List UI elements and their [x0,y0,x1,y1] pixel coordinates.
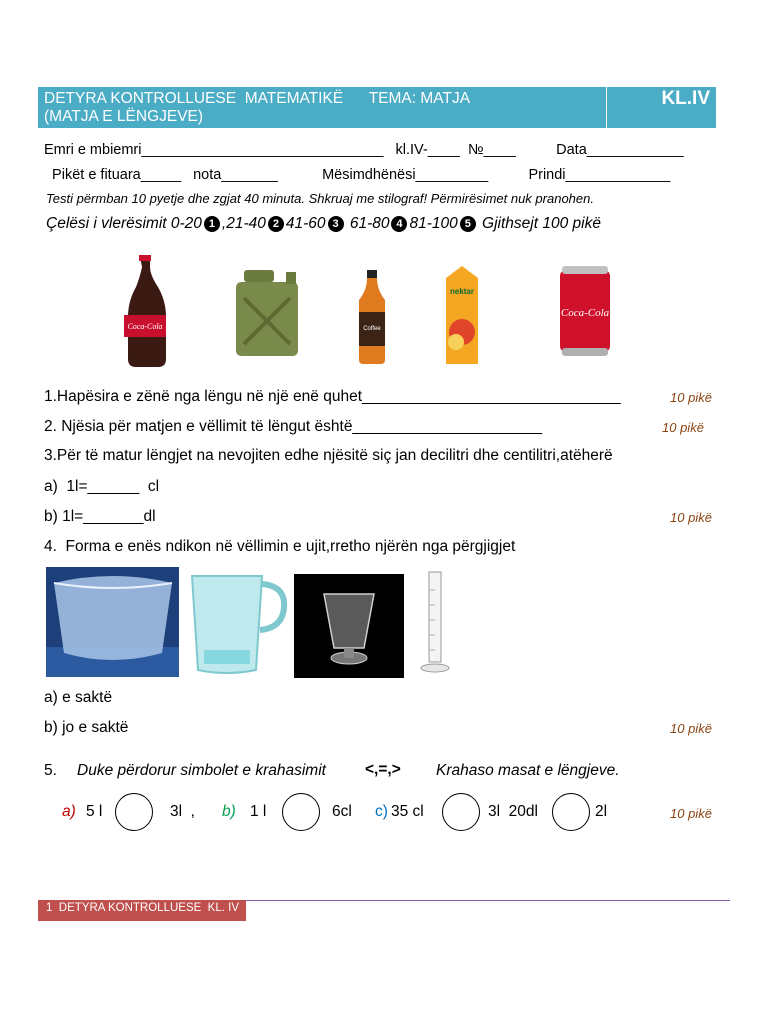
name-row: Emri e mbiemri______________________________ kl.IV-____ №____ Data____________ [44,142,684,158]
compare-b-label: b) [222,803,236,820]
question-3-b: b) 1l=_______dl [44,508,156,525]
compare-a-right: 3l , [170,803,195,820]
header-banner [38,87,716,128]
question-4: 4. Forma e enës ndikon në vëllimin e ujit,rretho njërën nga përgjigjet [44,538,516,555]
nektar-juice-box-image [442,264,482,368]
question-4-points: 10 pikë [670,721,712,736]
key-range-4: 81-100 [409,215,458,232]
class-label: KL.IV [661,88,710,109]
question-2-points: 10 pikë [662,420,704,435]
test-note: Testi përmban 10 pyetje dhe zgjat 40 minuta. Shkruaj me stilograf! Përmirësimet nuk pranohen. [46,191,594,206]
compare-b-left: 1 l [250,803,267,820]
key-number-3: 3 [328,216,344,232]
footer-label: 1 DETYRA KONTROLLUESE KL. IV [46,902,240,914]
plastic-cup-image [46,567,179,677]
compare-c-circle[interactable] [442,793,480,831]
compare-a-circle[interactable] [115,793,153,831]
svg-text:Coffee: Coffee [363,326,381,332]
question-3: 3.Për të matur lëngjet na nevojiten edhe njësitë siç jan decilitri dhe centilitri,atëherë [44,447,613,464]
compare-a-left: 5 l [86,803,103,820]
coca-cola-can-image [558,264,612,358]
compare-d-circle[interactable] [552,793,590,831]
compare-d-right: 2l [595,803,608,820]
compare-a-label: a) [62,803,76,820]
key-total: Gjithsejt 100 pikë [477,215,601,232]
question-3-points: 10 pikë [670,510,712,525]
question-5-symbols: <,=,> [365,761,401,778]
footer-rule [246,900,730,901]
header-title-line1: DETYRA KONTROLLUESE MATEMATIKË TEMA: MATJA [44,90,471,107]
key-number-1: 1 [204,216,220,232]
cola-bottle-image [122,255,168,369]
measuring-jug-image [184,570,290,676]
grade-row: Pikët e fituara_____ nota_______ Mësimdhënësi_________ Prindi_____________ [44,167,671,183]
key-number-2: 2 [268,216,284,232]
question-3-a: a) 1l=______ cl [44,478,160,495]
key-number-4: 4 [391,216,407,232]
question-1: 1.Hapësira e zënë nga lëngu në një enë quhet______________________________ [44,388,621,405]
compare-c-right: 3l 20dl [488,803,538,820]
header-separator [606,87,607,128]
question-4-b: b) jo e saktë [44,719,129,736]
svg-text:Coca-Cola: Coca-Cola [127,322,163,331]
footer-label-bar [38,900,246,921]
question-2: 2. Njësia për matjen e vëllimit të lëngut është______________________ [44,418,543,435]
key-range-1: ,21-40 [221,215,266,232]
question-5-text-2: Krahaso masat e lëngjeve. [436,762,620,779]
compare-b-circle[interactable] [282,793,320,831]
question-4-a: a) e saktë [44,689,113,706]
grading-key [46,215,601,233]
coffee-shop-bottle-image [354,270,390,366]
jerrycan-image [232,268,308,356]
question-1-points: 10 pikë [670,390,712,405]
compare-c-left: 35 cl [391,803,424,820]
header-title [44,90,470,126]
compare-c-label: c) [375,803,388,820]
header-title-line2: (MATJA E LËNGJEVE) [44,108,204,125]
question-5-points: 10 pikë [670,806,712,821]
key-range-2: 41-60 [285,215,326,232]
compare-b-right: 6cl [332,803,352,820]
key-range-3: 61-80 [345,215,390,232]
question-5-text: Duke përdorur simbolet e krahasimit [77,762,326,779]
grading-key-prefix: Çelësi i vlerësimit 0-20 [46,215,202,232]
measuring-beaker-image [294,574,404,678]
graduated-cylinder-image [416,570,454,676]
svg-text:Coca-Cola: Coca-Cola [560,307,610,319]
question-5-number: 5. [44,762,57,779]
svg-text:nektar: nektar [449,287,475,296]
key-number-5: 5 [460,216,476,232]
